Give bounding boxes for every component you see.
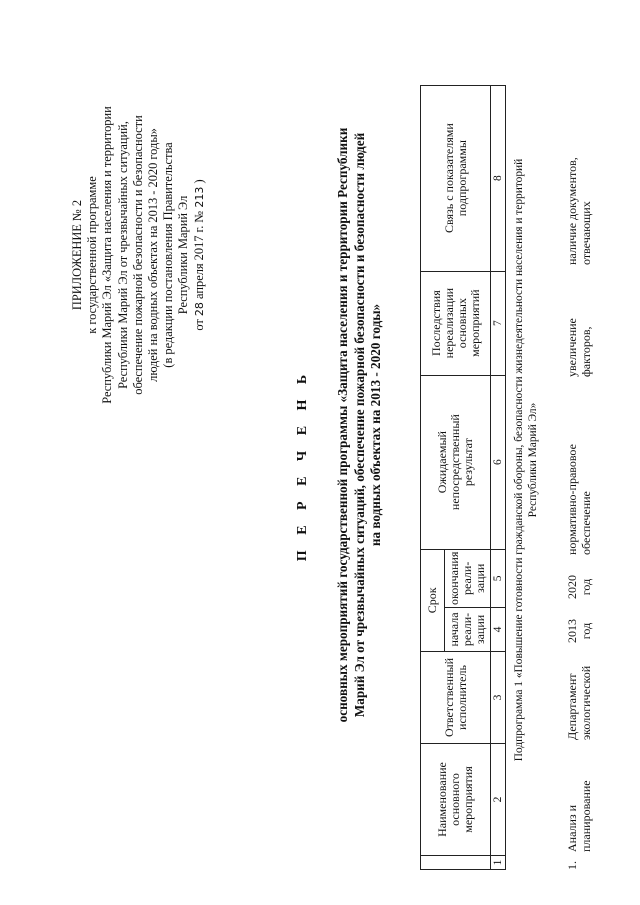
subtitle-line: Марий Эл от чрезвычайных ситуаций, обеспечение пожарной безопасности и безопасности людей	[351, 132, 367, 718]
header-term: Срок	[421, 549, 445, 651]
header-end: окончания реали- зации	[445, 549, 491, 607]
column-number: 5	[491, 549, 506, 607]
column-number: 6	[491, 375, 506, 549]
header-start: начала реали- зации	[445, 608, 491, 652]
appendix-line: Республики Марий Эл	[176, 195, 191, 315]
header-consequences: Последствия нереализации основных мероприятий	[421, 271, 491, 375]
appendix-line: Республики Марий Эл «Защита населения и территории	[100, 106, 115, 404]
header-link: Связь с показателями подпрограммы	[421, 85, 491, 271]
column-number: 1	[491, 856, 506, 870]
row-link: наличие документов, отвечающих	[565, 157, 593, 265]
row-number: 1.	[565, 861, 579, 870]
appendix-line: обеспечение пожарной безопасности и безопасности	[130, 115, 145, 395]
appendix-line: (в редакции постановления Правительства	[161, 142, 176, 368]
appendix-title: ПРИЛОЖЕНИЕ № 2	[70, 199, 84, 311]
subprogram-line: Подпрограмма 1 «Повышение готовности гражданской обороны, безопасности жизнедеятельности населения и территорий	[513, 158, 525, 762]
header-index-cell	[421, 856, 491, 870]
appendix-header	[70, 55, 207, 455]
subprogram-heading	[512, 70, 540, 850]
date-day: 28	[192, 302, 206, 317]
subprogram-line: Республики Марий Эл»	[527, 402, 539, 518]
column-number: 4	[491, 608, 506, 652]
header-executor: Ответственный исполнитель	[421, 652, 491, 744]
column-number: 2	[491, 744, 506, 856]
measures-table	[420, 85, 506, 870]
row-consequences: увеличение факторов,	[565, 318, 593, 377]
appendix-line: людей на водных объектах на 2013 - 2020 годы»	[146, 128, 161, 382]
subtitle-line: на водных объектах на 2013 - 2020 годы»	[368, 303, 383, 547]
row-end: 2020 год	[565, 575, 593, 599]
row-executor: Департамент экологической	[565, 665, 593, 740]
header-result: Ожидаемый непосредственный результат	[421, 375, 491, 549]
column-number: 7	[491, 271, 506, 375]
row-start: 2013 год	[565, 619, 593, 643]
document-heading: П Е Р Е Ч Е Н Ь	[295, 368, 310, 562]
appendix-date: от 28 апреля 2017 г. № 213 )	[191, 179, 206, 331]
decree-number: 213	[192, 186, 206, 208]
subtitle-line: основных мероприятий государственной программы «Защита населения и территории Республики	[335, 127, 350, 723]
appendix-line: к государственной программе	[85, 176, 100, 334]
column-number: 3	[491, 652, 506, 744]
header-name: Наименование основного мероприятия	[421, 744, 491, 856]
appendix-line: Республики Марий Эл от чрезвычайных ситуаций,	[115, 121, 130, 389]
row-result: нормативно-правовое обеспечение	[565, 444, 593, 555]
document-subtitle	[335, 75, 385, 775]
column-number: 8	[491, 85, 506, 271]
row-name: Анализ и планирование	[565, 780, 593, 852]
